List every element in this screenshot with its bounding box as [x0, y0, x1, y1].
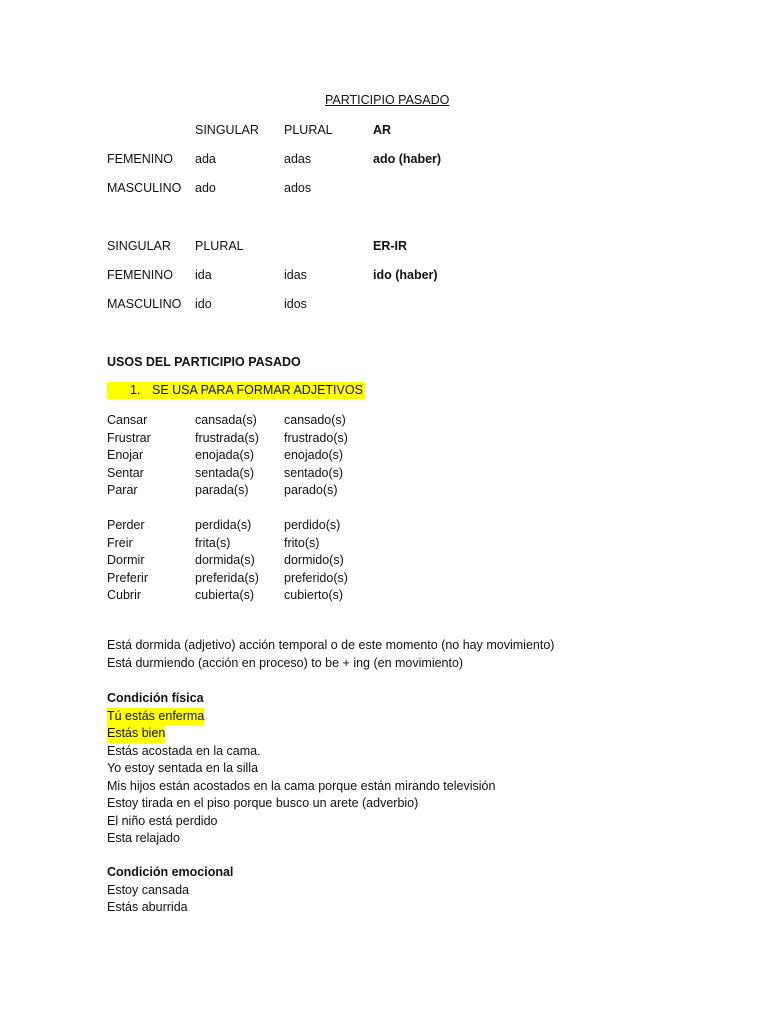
row-label: MASCULINO: [107, 297, 182, 311]
highlighted-line: Tú estás enferma: [107, 708, 204, 726]
verb: Enojar: [107, 448, 144, 462]
verb-feminine: cubierta(s): [195, 588, 255, 602]
condicion-emocional-section: [107, 864, 233, 917]
header-plural: PLURAL: [284, 123, 333, 137]
text-line: Estoy tirada en el piso porque busco un arete (adverbio): [107, 796, 419, 810]
header-ar: AR: [373, 123, 392, 137]
verb-feminine: perdida(s): [195, 518, 252, 532]
verb-feminine: cansada(s): [195, 413, 257, 427]
verb: Preferir: [107, 570, 148, 585]
list-text: SE USA PARA FORMAR ADJETIVOS: [152, 383, 363, 397]
table-cell: ada: [195, 152, 216, 166]
verb-masculine: cansado(s): [284, 413, 346, 427]
text-line: Estás acostada en la cama.: [107, 743, 261, 758]
row-label: FEMENINO: [107, 268, 173, 282]
header-er-ir: ER-IR: [373, 239, 408, 253]
notes-block: [107, 637, 554, 672]
verb-feminine: frustrada(s): [195, 430, 259, 445]
verb: Frustrar: [107, 430, 151, 445]
note-line: Está durmiendo (acción en proceso) to be + ing (en movimiento): [107, 655, 464, 670]
verb: Perder: [107, 518, 145, 532]
verb-feminine: parada(s): [195, 483, 249, 497]
text-line: Estoy cansada: [107, 882, 189, 897]
verb-masculine: frustrado(s): [284, 430, 348, 445]
table-cell: ido (haber): [373, 268, 438, 282]
text-line: Estás aburrida: [107, 900, 188, 914]
table-cell: adas: [284, 152, 312, 166]
condicion-fisica-section: [107, 690, 495, 848]
table-cell: ado (haber): [373, 152, 442, 166]
table-cell: ido: [195, 297, 212, 311]
table-cell: ados: [284, 181, 312, 195]
verb: Parar: [107, 483, 138, 497]
verb-feminine: preferida(s): [195, 570, 259, 585]
verb-masculine: dormido(s): [284, 553, 344, 567]
verb-masculine: preferido(s): [284, 570, 348, 585]
header-singular: SINGULAR: [195, 123, 259, 137]
table-cell: idas: [284, 268, 307, 282]
verb-masculine: frito(s): [284, 535, 320, 550]
table-cell: ado: [195, 181, 216, 195]
text-line: Esta relajado: [107, 831, 180, 845]
row-label: FEMENINO: [107, 152, 173, 166]
text-line: Mis hijos están acostados en la cama porque están mirando televisión: [107, 778, 496, 793]
section-heading: Condición física: [107, 691, 204, 705]
verb-feminine: enojada(s): [195, 448, 255, 462]
verb-feminine: sentada(s): [195, 465, 255, 480]
usos-heading: USOS DEL PARTICIPIO PASADO: [107, 355, 301, 369]
text-line: Yo estoy sentada en la silla: [107, 761, 259, 775]
verb-masculine: parado(s): [284, 483, 338, 497]
verb-masculine: sentado(s): [284, 465, 344, 480]
verb: Cubrir: [107, 588, 142, 602]
page-title: PARTICIPIO PASADO: [325, 93, 450, 107]
note-line: Está dormida (adjetivo) acción temporal o de este momento (no hay movimiento): [107, 638, 555, 652]
list-number: 1.: [130, 383, 141, 397]
table-cell: ida: [195, 268, 212, 282]
verb: Cansar: [107, 413, 148, 427]
verb: Sentar: [107, 465, 144, 480]
highlighted-line: Estás bien: [107, 725, 165, 743]
header-singular: SINGULAR: [107, 239, 171, 253]
list-item-1: [107, 382, 365, 399]
verb-masculine: perdido(s): [284, 518, 341, 532]
header-plural: PLURAL: [195, 239, 244, 253]
table-cell: idos: [284, 297, 307, 311]
verb: Freir: [107, 535, 133, 550]
verb-masculine: enojado(s): [284, 448, 344, 462]
verb-feminine: dormida(s): [195, 553, 255, 567]
verb-masculine: cubierto(s): [284, 588, 344, 602]
verb: Dormir: [107, 553, 145, 567]
verb-feminine: frita(s): [195, 535, 231, 550]
row-label: MASCULINO: [107, 181, 182, 195]
section-heading: Condición emocional: [107, 865, 234, 879]
text-line: El niño está perdido: [107, 813, 218, 828]
